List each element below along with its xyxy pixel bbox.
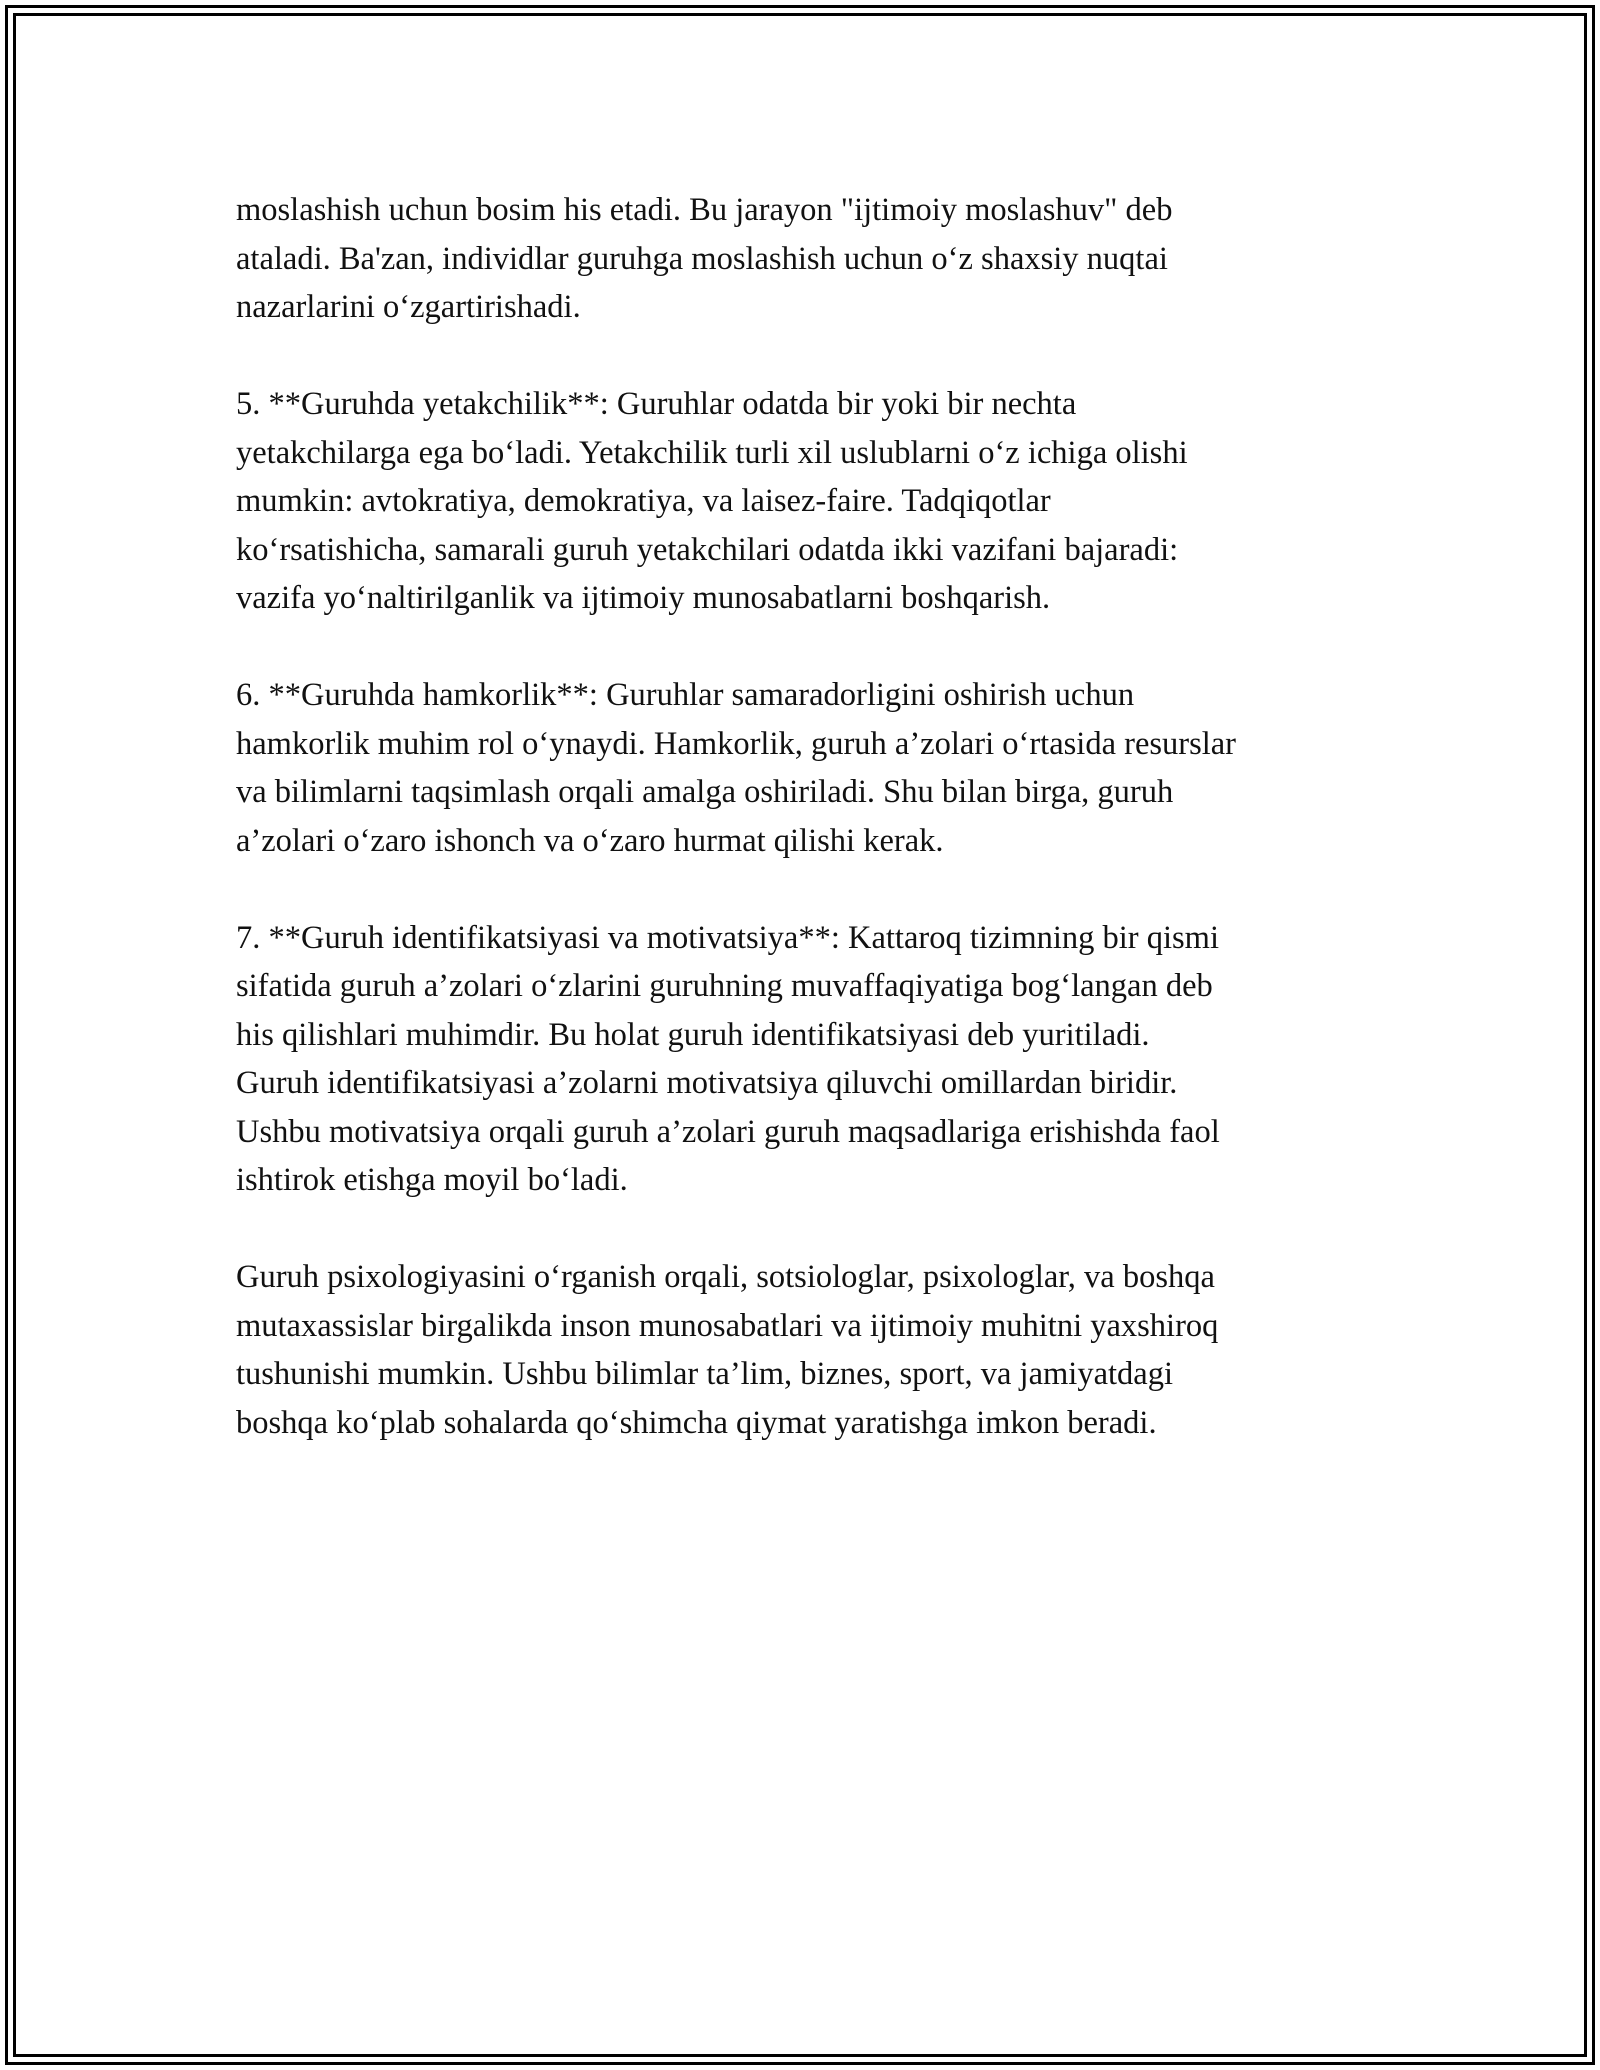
paragraph-cooperation: 6. **Guruhda hamkorlik**: Guruhlar samaradorligini oshirish uchun hamkorlik muhim rol o‘ynaydi. Hamkorlik, guruh a’zolari o‘rtasida resurslar va bilimlarni taqsimlash orqali amalga oshiriladi. Shu bilan birga, guruh a’zolari o‘zaro ishonch va o‘zaro hurmat qilishi kerak. — [236, 677, 1237, 859]
document-body — [236, 186, 1376, 1496]
paragraph-conclusion: Guruh psixologiyasini o‘rganish orqali, sotsiologlar, psixologlar, va boshqa mutaxassislar birgalikda inson munosabatlari va ijtimoiy muhitni yaxshiroq tushunishi mumkin. Ushbu bilimlar ta’lim, biznes, sport, va jamiyatdagi boshqa ko‘plab sohalarda qo‘shimcha qiymat yaratishga imkon beradi. — [236, 1259, 1219, 1441]
paragraph-identification-motivation: 7. **Guruh identifikatsiyasi va motivatsiya**: Kattaroq tizimning bir qismi sifatida guruh a’zolari o‘zlarini guruhning muvaffaqiyatiga bog‘langan deb his qilishlari muhimdir. Bu holat guruh identifikatsiyasi deb yuritiladi. Guruh identifikatsiyasi a’zolarni motivatsiya qiluvchi omillardan biridir. Ushbu motivatsiya orqali guruh a’zolari guruh maqsadlariga erishishda faol ishtirok etishga moyil bo‘ladi. — [236, 919, 1220, 1198]
paragraph-conformity-continued: moslashish uchun bosim his etadi. Bu jarayon "ijtimoiy moslashuv" deb ataladi. Ba'zan, individlar guruhga moslashish uchun o‘z shaxsiy nuqtai nazarlarini o‘zgartirishadi. — [236, 192, 1173, 325]
paragraph-leadership: 5. **Guruhda yetakchilik**: Guruhlar odatda bir yoki bir nechta yetakchilarga ega bo‘ladi. Yetakchilik turli xil uslublarni o‘z ichiga olishi mumkin: avtokratiya, demokratiya, va laisez-faire. Tadqiqotlar ko‘rsatishicha, samarali guruh yetakchilari odatda ikki vazifani bajaradi: vazifa yo‘naltirilganlik va ijtimoiy munosabatlarni boshqarish. — [236, 386, 1188, 616]
